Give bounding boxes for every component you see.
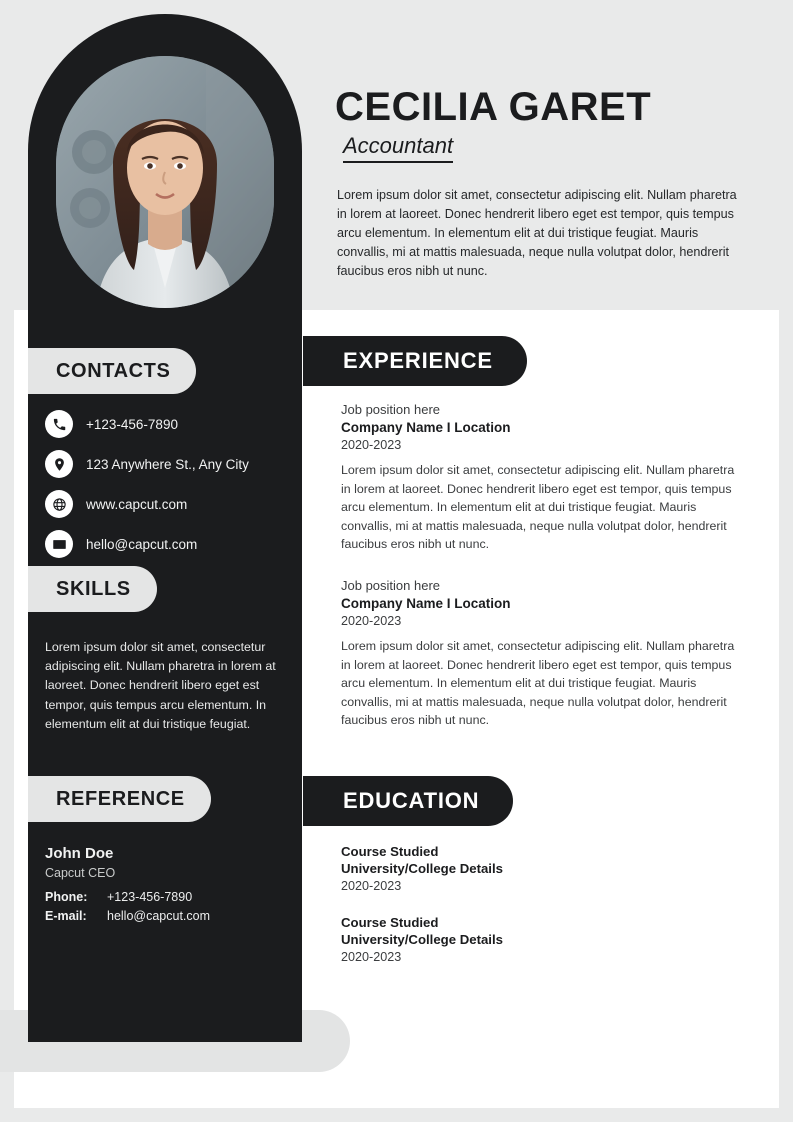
education-dates: 2020-2023 [341,950,402,964]
section-heading-reference: REFERENCE [28,776,211,822]
section-heading-education: EDUCATION [303,776,513,826]
education-course: Course Studied [341,844,439,859]
reference-phone-row [45,890,285,904]
contact-item-phone[interactable] [45,410,295,438]
education-list [341,844,741,986]
experience-position: Job position here [341,578,441,594]
education-dates: 2020-2023 [341,879,402,893]
section-heading-experience: EXPERIENCE [303,336,527,386]
contact-phone-text: +123-456-7890 [86,416,178,432]
reference-email-label: E-mail: [45,909,87,923]
contact-website-text: www.capcut.com [86,496,188,512]
education-school: University/College Details [341,932,503,947]
name-block [335,86,755,163]
education-course: Course Studied [341,915,439,930]
education-item [341,844,741,893]
experience-position: Job position here [341,402,441,417]
education-school: University/College Details [341,861,503,876]
section-heading-skills: SKILLS [28,566,157,612]
experience-description: Lorem ipsum dolor sit amet, consectetur adipiscing elit. Nullam pharetra in lorem at laoreet. Donec hendrerit libero eget est tempor, quis tempus arcu elementum. In elementum elit at dui tristique feugiat. Mauris convallis, mi at mattis malesuada, neque nulla volutpat dolor, hendrerit faucibus eros nibh ut nunc. [341,639,735,728]
page-margin-right [779,0,793,1122]
reference-email-row [45,909,285,923]
education-item [341,915,741,964]
experience-company: Company Name I Location [341,420,511,435]
experience-dates: 2020-2023 [341,438,402,452]
contact-address-text: 123 Anywhere St., Any City [86,456,249,472]
contact-item-email[interactable] [45,530,295,558]
experience-list [341,402,741,754]
reference-phone-label: Phone: [45,890,88,904]
contacts-list [45,410,295,570]
profile-photo [56,56,274,308]
reference-email-value: hello@capcut.com [107,909,211,923]
page-margin-bottom [0,1108,793,1122]
reference-block [45,845,285,928]
reference-position: Capcut CEO [45,866,116,880]
job-role: Accountant [343,133,453,163]
reference-name: John Doe [45,845,114,862]
page-title: CECILIA GARET [335,85,652,129]
phone-icon [45,410,73,438]
page-margin-top [0,0,793,14]
experience-item [341,578,741,730]
contact-email-text: hello@capcut.com [86,536,198,552]
skills-description: Lorem ipsum dolor sit amet, consectetur adipiscing elit. Nullam pharetra in lorem at laoreet. Donec hendrerit libero eget est tempor, quis tempus arcu elementum. In elementum elit at dui tristique feugiat. [45,640,276,731]
experience-item [341,402,741,554]
globe-icon [45,490,73,518]
contact-item-address[interactable] [45,450,295,478]
page-margin-left [0,0,14,1122]
section-heading-contacts: CONTACTS [28,348,196,394]
experience-dates: 2020-2023 [341,614,402,629]
experience-company: Company Name I Location [341,596,511,612]
location-pin-icon [45,450,73,478]
profile-summary: Lorem ipsum dolor sit amet, consectetur adipiscing elit. Nullam pharetra in lorem at laoreet. Donec hendrerit libero eget est tempor, quis tempus arcu elementum. In elementum elit at dui tristique feugiat. Mauris convallis, mi at mattis malesuada, neque nulla volutpat dolor, hendrerit faucibus eros nibh ut nunc. [337,188,737,278]
contact-item-website[interactable] [45,490,295,518]
experience-description: Lorem ipsum dolor sit amet, consectetur adipiscing elit. Nullam pharetra in lorem at laoreet. Donec hendrerit libero eget est tempor, quis tempus arcu elementum. In elementum elit at dui tristique feugiat. Mauris convallis, mi at mattis malesuada, neque nulla volutpat dolor, hendrerit faucibus eros nibh ut nunc. [341,463,735,552]
reference-phone-value: +123-456-7890 [107,890,193,904]
envelope-icon [45,530,73,558]
